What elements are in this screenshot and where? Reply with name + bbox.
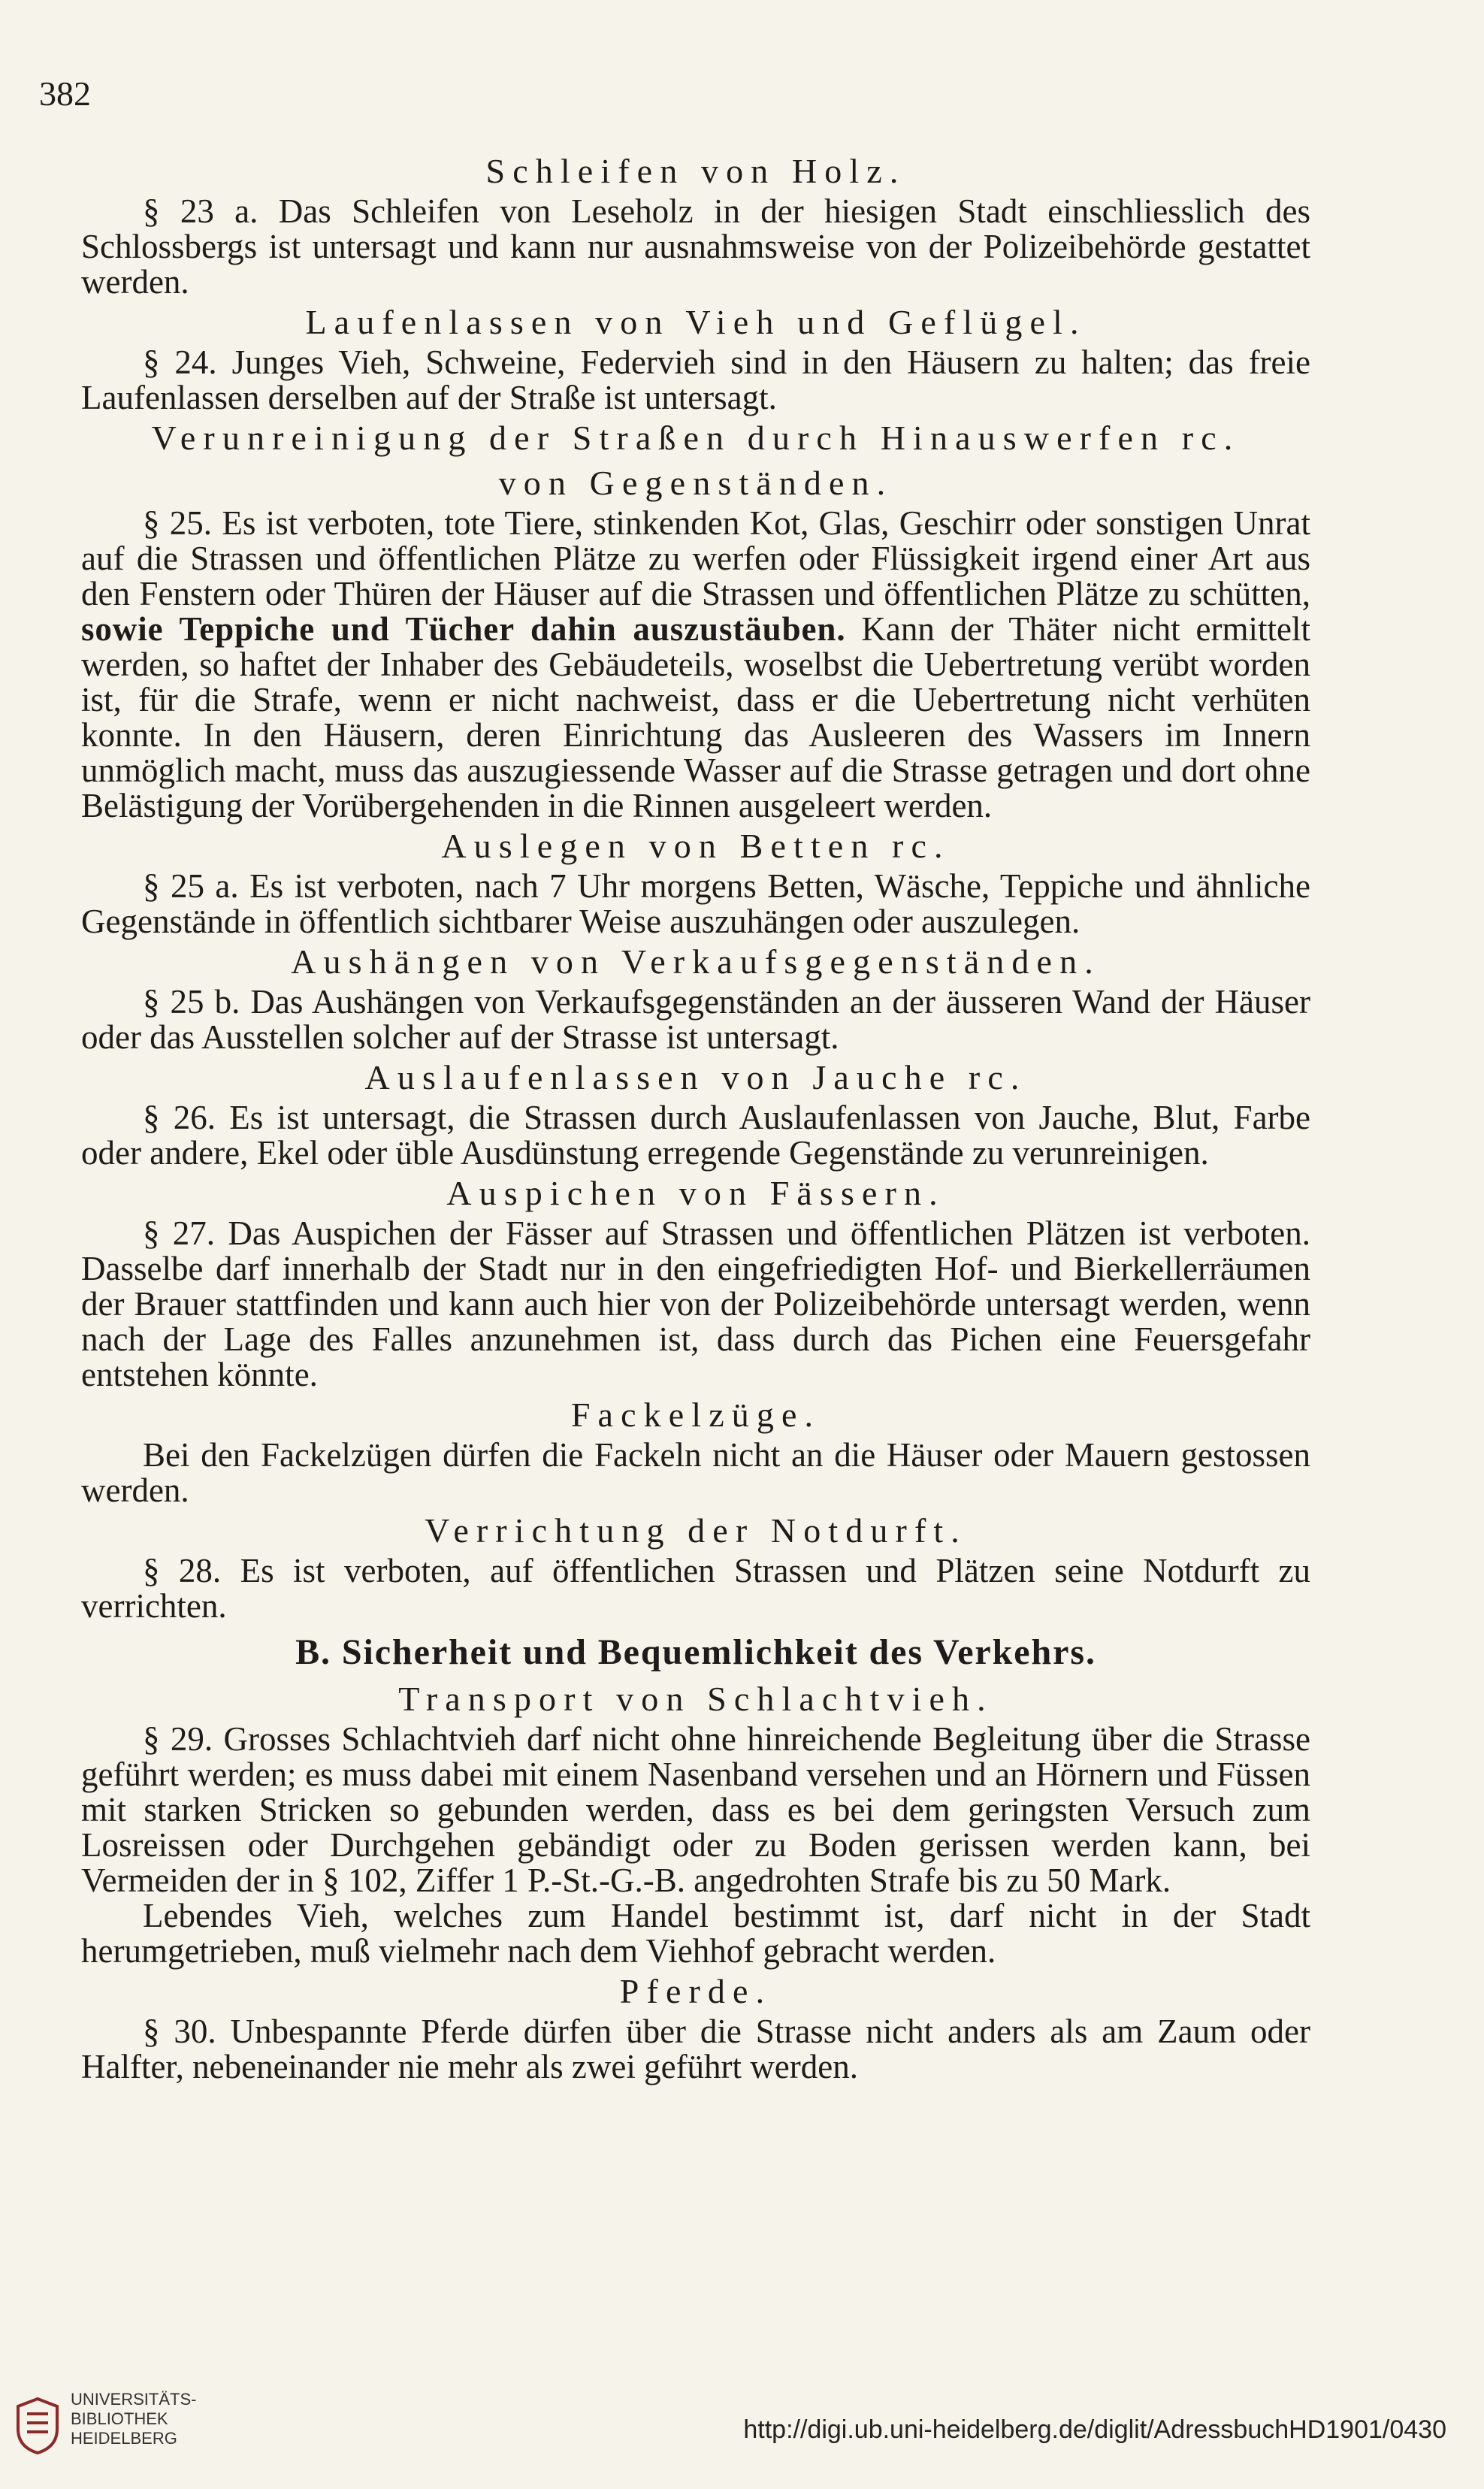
paragraph-text: Kann der Thäter nicht ermittelt werden, so haftet der Inhaber des Gebäudeteils, woselbst die Uebertretung verübt worden ist, für die Strafe, wenn er nicht nachweist, dass er die Uebertretung nicht verhüten konnte. In den Häusern, deren Einrichtung das Ausleeren des Wassers im Innern unmöglich macht, muss das auszugiessende Wasser auf die Strasse getragen und dort ohne Belästigung der Vorübergehenden in die Rinnen ausgeleert werden. xyxy=(81,610,1310,824)
section-heading-continued: von Gegenständen. xyxy=(498,464,893,502)
library-seal-icon xyxy=(15,2396,60,2456)
paragraph: § 30. Unbespannte Pferde dürfen über die Strasse nicht anders als am Zaum oder Halfter, nebeneinander nie mehr als zwei geführt werden. xyxy=(81,2013,1310,2085)
section-heading: Auslegen von Betten rc. xyxy=(441,827,951,865)
section-heading: Fackelzüge. xyxy=(570,1396,821,1434)
paragraph: § 25 b. Das Aushängen von Verkaufsgegenständen an der äusseren Wand der Häuser oder das Ausstellen solcher auf der Strasse ist untersagt. xyxy=(81,983,1310,1056)
paragraph: § 29. Grosses Schlachtvieh darf nicht ohne hinreichende Begleitung über die Strasse geführt werden; es muss dabei mit einem Nasenband versehen und an Hörnern und Füssen mit starken Stricken so gebunden werden, dass es bei dem geringsten Versuch zum Losreissen oder Durchgehen gebändigt oder zu Boden gerissen werden kann, bei Vermeiden der in § 102, Ziffer 1 P.-St.-G.-B. angedrohten Strafe bis zu 50 Mark. xyxy=(81,1720,1310,1899)
emphasized-text: sowie Teppiche und Tücher dahin auszustäuben. xyxy=(81,610,846,648)
source-url-link[interactable]: http://digi.ub.uni-heidelberg.de/diglit/AdressbuchHD1901/0430 xyxy=(743,2415,1446,2444)
section-heading: Aushängen von Verkaufsgegenständen. xyxy=(291,942,1101,981)
section-heading: Auspichen von Fässern. xyxy=(446,1174,945,1212)
document-body xyxy=(81,149,1310,2085)
section-heading: Verunreinigung der Straßen durch Hinauswerfen rc. xyxy=(151,419,1241,457)
paragraph: Lebendes Vieh, welches zum Handel bestimmt ist, darf nicht in der Stadt herumgetrieben, muß vielmehr nach dem Viehhof gebracht werden. xyxy=(81,1897,1310,1970)
section-heading: Auslaufenlassen von Jauche rc. xyxy=(364,1058,1027,1096)
paragraph: § 26. Es ist untersagt, die Strassen durch Auslaufenlassen von Jauche, Blut, Farbe oder andere, Ekel oder üble Ausdünstung erregende Gegenstände zu verunreinigen. xyxy=(81,1099,1310,1172)
paragraph: § 28. Es ist verboten, auf öffentlichen Strassen und Plätzen seine Notdurft zu verrichten. xyxy=(81,1552,1310,1625)
library-name-line: BIBLIOTHEK xyxy=(71,2409,168,2428)
paragraph: § 25 a. Es ist verboten, nach 7 Uhr morgens Betten, Wäsche, Teppiche und ähnliche Gegenstände in öffentlich sichtbarer Weise auszuhängen oder auszulegen. xyxy=(81,867,1310,940)
paragraph xyxy=(81,506,1310,824)
library-name-line: UNIVERSITÄTS- xyxy=(71,2390,197,2409)
library-logo xyxy=(15,2390,210,2472)
library-name-line: HEIDELBERG xyxy=(71,2429,177,2448)
section-heading: Schleifen von Holz. xyxy=(485,152,906,190)
paragraph: § 24. Junges Vieh, Schweine, Federvieh sind in den Häusern zu halten; das freie Laufenlassen derselben auf der Straße ist untersagt. xyxy=(81,343,1310,416)
page-number: 382 xyxy=(39,74,91,113)
paragraph: § 27. Das Auspichen der Fässer auf Strassen und öffentlichen Plätzen ist verboten. Dasselbe darf innerhalb der Stadt nur in den eingefriedigten Hof- und Bierkellerräumen der Brauer stattfinden und kann auch hier von der Polizeibehörde untersagt werden, wenn nach der Lage des Falles anzunehmen ist, dass durch das Pichen eine Feuersgefahr entstehen könnte. xyxy=(81,1214,1310,1393)
paragraph-text: § 25. Es ist verboten, tote Tiere, stinkenden Kot, Glas, Geschirr oder sonstigen Unrat auf die Strassen und öffentlichen Plätze zu werfen oder Flüssigkeit irgend einer Art aus den Fenstern oder Thüren der Häuser auf die Strassen und öffentlichen Plätze zu schütten, xyxy=(81,504,1310,612)
section-heading: Laufenlassen von Vieh und Geflügel. xyxy=(305,303,1087,341)
section-heading: Verrichtung der Notdurft. xyxy=(425,1511,967,1550)
part-b-title: B. Sicherheit und Bequemlichkeit des Verkehrs. xyxy=(295,1632,1096,1672)
paragraph: Bei den Fackelzügen dürfen die Fackeln nicht an die Häuser oder Mauern gestossen werden. xyxy=(81,1436,1310,1509)
section-heading: Pferde. xyxy=(619,1972,772,2010)
paragraph: § 23 a. Das Schleifen von Leseholz in der hiesigen Stadt einschliesslich des Schlossbergs ist untersagt und kann nur ausnahmsweise von der Polizeibehörde gestattet werden. xyxy=(81,192,1310,301)
section-heading: Transport von Schlachtvieh. xyxy=(398,1680,993,1718)
library-name xyxy=(71,2390,196,2448)
